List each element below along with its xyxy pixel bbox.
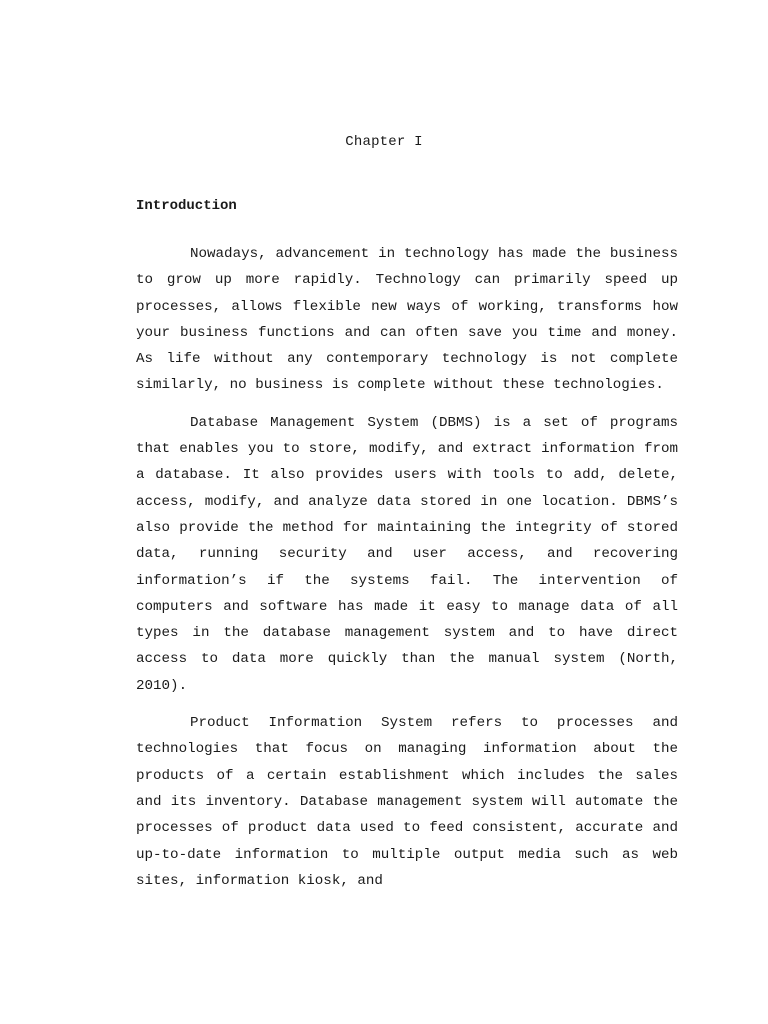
paragraph-product-information-system: Product Information System refers to processes and technologies that focus on managing information about the products of a certain establishment which includes the sales and its inventory. Database management system will automate the processes of product data used to feed consistent, accurate and up-to-date information to multiple output media such as web sites, information kiosk, and bbox=[136, 715, 678, 889]
paragraph-technology: Nowadays, advancement in technology has made the business to grow up more rapidly. Technology can primarily speed up processes, allows flexible new ways of working, transforms how your business functions and can often save you time and money. As life without any contemporary technology is not complete similarly, no business is complete without these technologies. bbox=[136, 246, 678, 394]
body-text bbox=[136, 241, 678, 905]
chapter-title: Chapter I bbox=[345, 134, 423, 150]
paragraph-dbms: Database Management System (DBMS) is a set of programs that enables you to store, modify, and extract information from a database. It also provides users with tools to add, delete, access, modify, and analyze data stored in one location. DBMS’s also provide the method for maintaining the integrity of stored data, running security and user access, and recovering information’s if the systems fail. The intervention of computers and software has made it easy to manage data of all types in the database management system and to have direct access to data more quickly than the manual system (North, 2010). bbox=[136, 414, 678, 694]
section-heading: Introduction bbox=[136, 198, 237, 214]
